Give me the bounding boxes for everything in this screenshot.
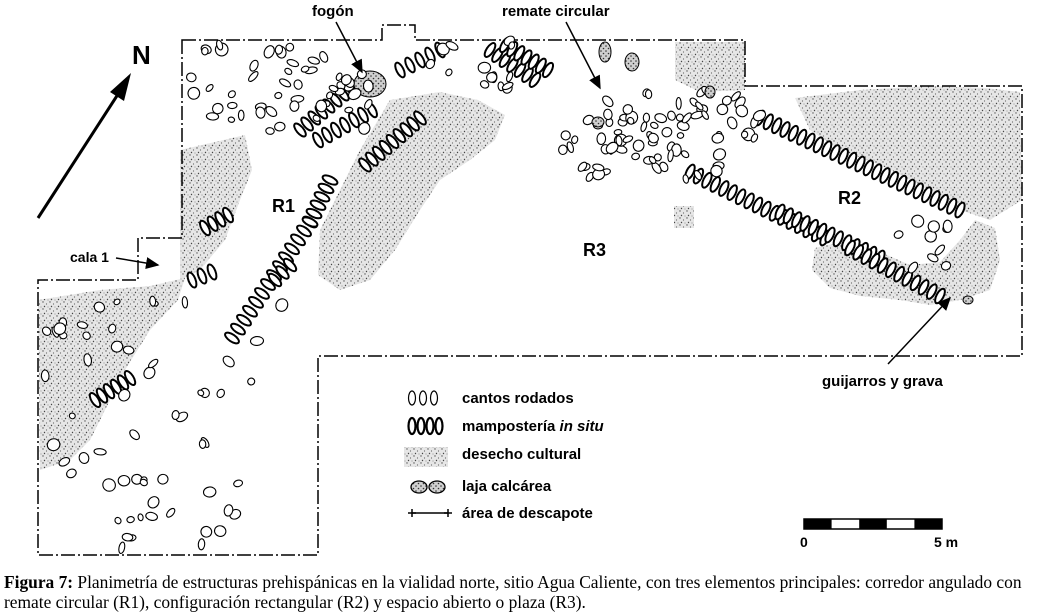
- legend-laja-calcarea: laja calcárea: [462, 478, 552, 495]
- legend-cantos-symbol: [409, 391, 438, 405]
- label-fogon: fogón: [312, 3, 354, 20]
- legend-cantos-rodados: cantos rodados: [462, 390, 574, 407]
- debris-small-square: [674, 206, 694, 228]
- label-guijarros-grava: guijarros y grava: [822, 373, 943, 390]
- legend-area-descapote: área de descapote: [462, 505, 593, 522]
- legend-desecho-cultural: desecho cultural: [462, 446, 582, 463]
- debris-top-block: [675, 42, 745, 92]
- legend-desecho-symbol: [404, 447, 448, 467]
- label-cala-1: cala 1: [70, 249, 109, 265]
- legend-area-symbol: [408, 509, 452, 517]
- scale-bar: [800, 519, 958, 550]
- caption-figure-label: Figura 7:: [4, 572, 74, 592]
- legend-mamposteria: mampostería in situ: [462, 418, 604, 435]
- debris-r1-west: [180, 135, 252, 280]
- debris-west-corridor: [38, 278, 185, 470]
- legend-mamposteria-symbol: [409, 418, 443, 434]
- scale-end: 5 m: [934, 534, 959, 550]
- label-remate-circular: remate circular: [502, 3, 610, 20]
- label-r2: R2: [838, 188, 862, 208]
- caption-text: Planimetría de estructuras prehispánicas en la vialidad norte, sitio Agua Caliente, con tres elementos principales: corredor angulado con remate circular (R1), configuración rectangular (R2) y espacio abierto o plaza (R3).: [4, 572, 1022, 612]
- label-r3: R3: [583, 240, 607, 260]
- scale-start: 0: [800, 534, 808, 550]
- north-label: N: [132, 40, 151, 70]
- label-r1: R1: [272, 196, 296, 216]
- north-arrow: [38, 40, 151, 218]
- legend-laja-symbol: [411, 481, 445, 493]
- masonry-walls: [88, 36, 967, 408]
- legend: [404, 390, 604, 522]
- figure-caption: [4, 572, 1056, 612]
